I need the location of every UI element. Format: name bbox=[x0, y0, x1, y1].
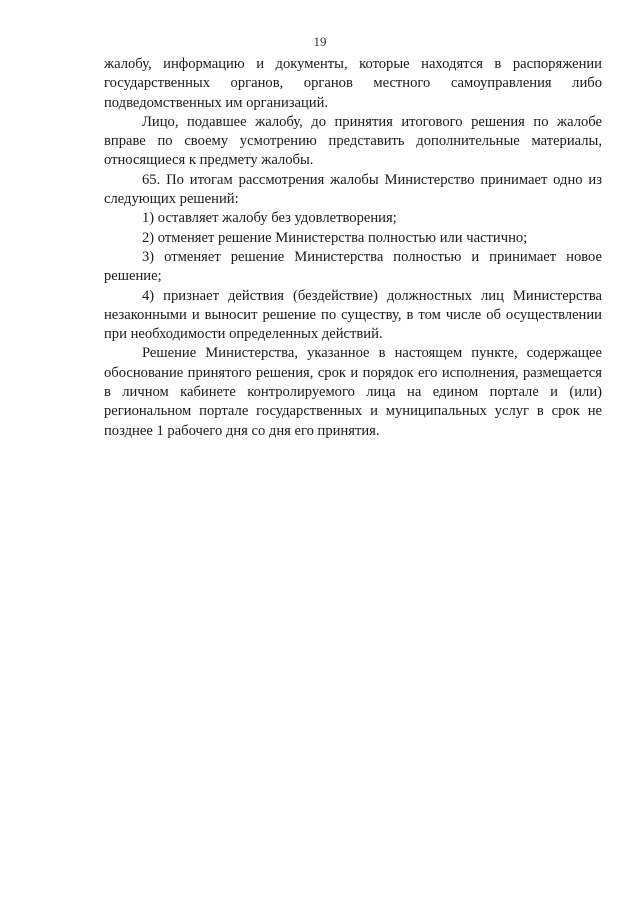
list-item-decision-2: 2) отменяет решение Министерства полностью или частично; bbox=[142, 229, 528, 246]
list-item-decision-4: 4) признает действия (бездействие) должностных лиц Министерства незаконными и выносит решение по существу, в том числе об осуществлении при необходимости определенных действий. bbox=[104, 287, 602, 343]
list-item-decision-1: 1) оставляет жалобу без удовлетворения; bbox=[142, 210, 397, 227]
page-number: 19 bbox=[313, 34, 327, 49]
paragraph-continuation: жалобу, информацию и документы, которые находятся в распоряжении государственных органов, органов местного самоуправления либо подведомственных им организаций. bbox=[104, 56, 602, 111]
paragraph-item-65: 65. По итогам рассмотрения жалобы Министерство принимает одно из следующих решений: bbox=[104, 171, 602, 208]
paragraph-additional-materials: Лицо, подавшее жалобу, до принятия итогового решения по жалобе вправе по своему усмотрению представить дополнительные материалы, относящиеся к предмету жалобы. bbox=[104, 113, 602, 169]
paragraph-decision-publication: Решение Министерства, указанное в настоящем пункте, содержащее обоснование принятого решения, срок и порядок его исполнения, размещается в личном кабинете контролируемого лица на едином портале и (или) региональном портале государственных и муниципальных услуг в срок не позднее 1 рабочего дня со дня его принятия. bbox=[104, 345, 602, 439]
list-item-decision-3: 3) отменяет решение Министерства полностью и принимает новое решение; bbox=[104, 248, 602, 285]
document-body bbox=[104, 55, 602, 441]
